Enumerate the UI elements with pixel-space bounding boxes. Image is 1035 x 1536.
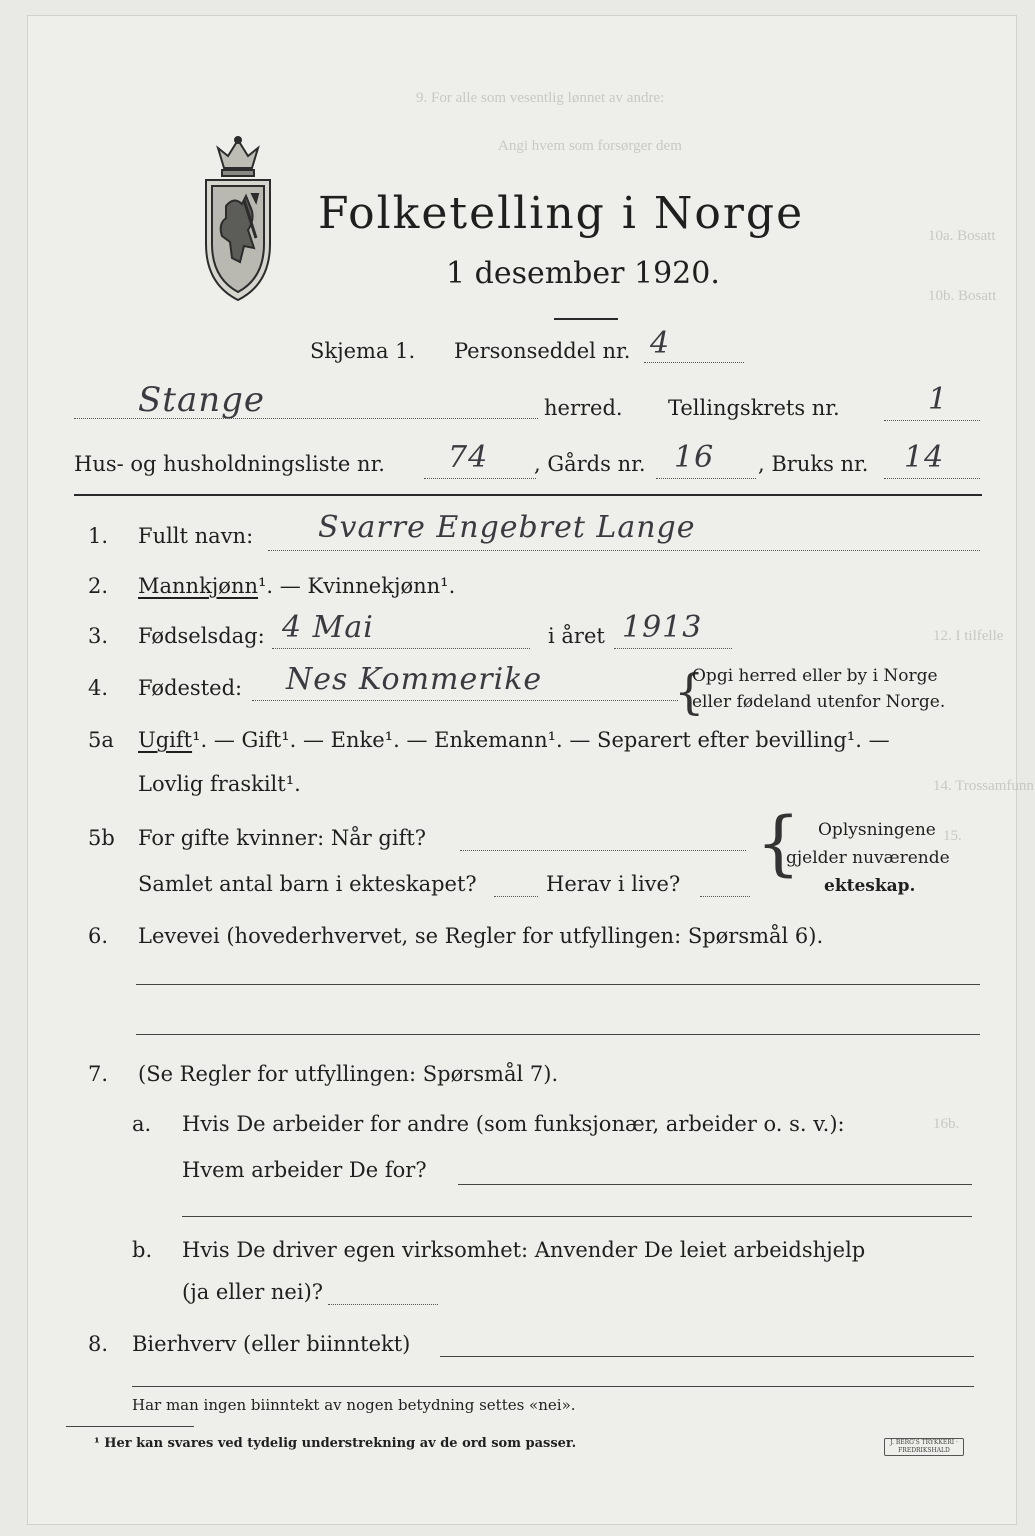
q5b-number: 5b xyxy=(88,826,115,850)
personseddel-value: 4 xyxy=(650,326,671,361)
q5b-label-married: For gifte kvinner: Når gift? xyxy=(138,826,427,850)
gards-line xyxy=(656,478,756,479)
personseddel-label: Personseddel nr. xyxy=(454,339,631,363)
q4-value: Nes Kommerike xyxy=(286,662,543,697)
q5b-note-1: Oplysningene xyxy=(818,820,936,840)
q5b-alive-line xyxy=(700,896,750,897)
q5b-label-alive: Herav i live? xyxy=(546,872,681,896)
q7a-line-2 xyxy=(182,1216,972,1217)
tellingskrets-value: 1 xyxy=(928,382,949,417)
q6-line-1 xyxy=(136,984,980,985)
q3-line xyxy=(272,648,530,649)
q7a-question: Hvem arbeider De for? xyxy=(182,1158,427,1182)
q5a-line2: Lovlig fraskilt¹. xyxy=(138,772,301,796)
q7b-text: Hvis De driver egen virksomhet: Anvender De leiet arbeidshjelp xyxy=(182,1238,866,1262)
norway-coat-of-arms-icon xyxy=(200,134,276,302)
q1-number: 1. xyxy=(88,524,109,548)
q4-note-2: eller fødeland utenfor Norge. xyxy=(692,692,946,712)
bleed-text: 16b. xyxy=(933,1116,960,1132)
bleed-text: 12. I tilfelle xyxy=(933,628,1004,644)
q5b-married-line xyxy=(460,850,746,851)
q5a-rest: ¹. — Gift¹. — Enke¹. — Enkemann¹. — Separert efter bevilling¹. — xyxy=(192,728,890,752)
q3-year-line xyxy=(614,648,732,649)
q2-number: 2. xyxy=(88,574,109,598)
bleed-text: Angi hvem som forsørger dem xyxy=(498,138,682,154)
q3-year-value: 1913 xyxy=(622,610,703,645)
husliste-value: 74 xyxy=(448,440,489,475)
bleed-text: 14. Trossamfunn xyxy=(933,778,1034,794)
q1-label: Fullt navn: xyxy=(138,524,254,548)
q6-number: 6. xyxy=(88,924,109,948)
q8-line-2 xyxy=(132,1386,974,1387)
bleed-text: 15. xyxy=(943,828,962,844)
q5a-options xyxy=(138,728,890,752)
q7b-line xyxy=(328,1304,438,1305)
title-divider xyxy=(554,318,618,320)
q4-line xyxy=(252,700,678,701)
q5b-children-line xyxy=(494,896,538,897)
q3-value: 4 Mai xyxy=(282,610,374,645)
gards-label: , Gårds nr. xyxy=(534,452,646,476)
q4-note-1: Opgi herred eller by i Norge xyxy=(692,666,938,686)
q4-brace: { xyxy=(674,664,705,720)
herred-line xyxy=(74,418,538,419)
personseddel-line xyxy=(644,362,744,363)
bleed-text: 10a. Bosatt xyxy=(928,228,996,244)
q3-label: Fødselsdag: xyxy=(138,624,265,648)
herred-value: Stange xyxy=(138,380,266,420)
q8-label: Bierhverv (eller biinntekt) xyxy=(132,1332,411,1356)
q4-label: Fødested: xyxy=(138,676,243,700)
footnote: ¹ Her kan svares ved tydelig understrekning av de ord som passer. xyxy=(94,1436,577,1451)
q7a-text: Hvis De arbeider for andre (som funksjonær, arbeider o. s. v.): xyxy=(182,1112,845,1136)
bleed-text: 9. For alle som vesentlig lønnet av andre: xyxy=(416,90,665,106)
q1-value: Svarre Engebret Lange xyxy=(318,510,696,545)
header-rule xyxy=(74,494,982,496)
q7-label: (Se Regler for utfyllingen: Spørsmål 7). xyxy=(138,1062,559,1086)
q1-line xyxy=(268,550,980,551)
printer-stamp: J. BERG'S TRYKKERI · FREDRIKSHALD xyxy=(884,1438,964,1456)
q5a-ugift: Ugift xyxy=(138,728,193,752)
bleed-text: 10b. Bosatt xyxy=(928,288,997,304)
q2-options xyxy=(138,574,455,598)
q7b-letter: b. xyxy=(132,1238,153,1262)
footnote-rule xyxy=(66,1426,194,1427)
census-form xyxy=(28,16,1034,1524)
q2-female: Kvinnekjønn¹. xyxy=(307,574,456,598)
bruks-label: , Bruks nr. xyxy=(758,452,869,476)
q5a-number: 5a xyxy=(88,728,114,752)
husliste-line xyxy=(424,478,536,479)
bruks-value: 14 xyxy=(904,440,945,475)
q4-number: 4. xyxy=(88,676,109,700)
bruks-line xyxy=(884,478,980,479)
q3-year-label: i året xyxy=(548,624,605,648)
q6-line-2 xyxy=(136,1034,980,1035)
gards-value: 16 xyxy=(674,440,715,475)
q6-label: Levevei (hovederhvervet, se Regler for utfyllingen: Spørsmål 6). xyxy=(138,924,824,948)
q2-separator: ¹. — xyxy=(258,574,308,598)
q8-number: 8. xyxy=(88,1332,109,1356)
husliste-label: Hus- og husholdningsliste nr. xyxy=(74,452,385,476)
form-title: Folketelling i Norge xyxy=(318,188,805,239)
q3-number: 3. xyxy=(88,624,109,648)
q5b-brace: { xyxy=(756,802,801,884)
q8-line-1 xyxy=(440,1356,974,1357)
q5b-note-3: ekteskap. xyxy=(824,876,916,896)
tellingskrets-label: Tellingskrets nr. xyxy=(668,396,840,420)
q7a-line-1 xyxy=(458,1184,972,1185)
q5b-note-2: gjelder nuværende xyxy=(786,848,950,868)
q7a-letter: a. xyxy=(132,1112,152,1136)
q7-number: 7. xyxy=(88,1062,109,1086)
tellingskrets-line xyxy=(884,420,980,421)
q5b-label-children: Samlet antal barn i ekteskapet? xyxy=(138,872,477,896)
herred-label: herred. xyxy=(544,396,623,420)
footer-note: Har man ingen biinntekt av nogen betydning settes «nei». xyxy=(132,1396,576,1414)
schema-label: Skjema 1. xyxy=(310,339,416,363)
q2-male: Mannkjønn xyxy=(138,574,259,598)
q7b-question: (ja eller nei)? xyxy=(182,1280,324,1304)
form-date: 1 desember 1920. xyxy=(446,256,720,291)
